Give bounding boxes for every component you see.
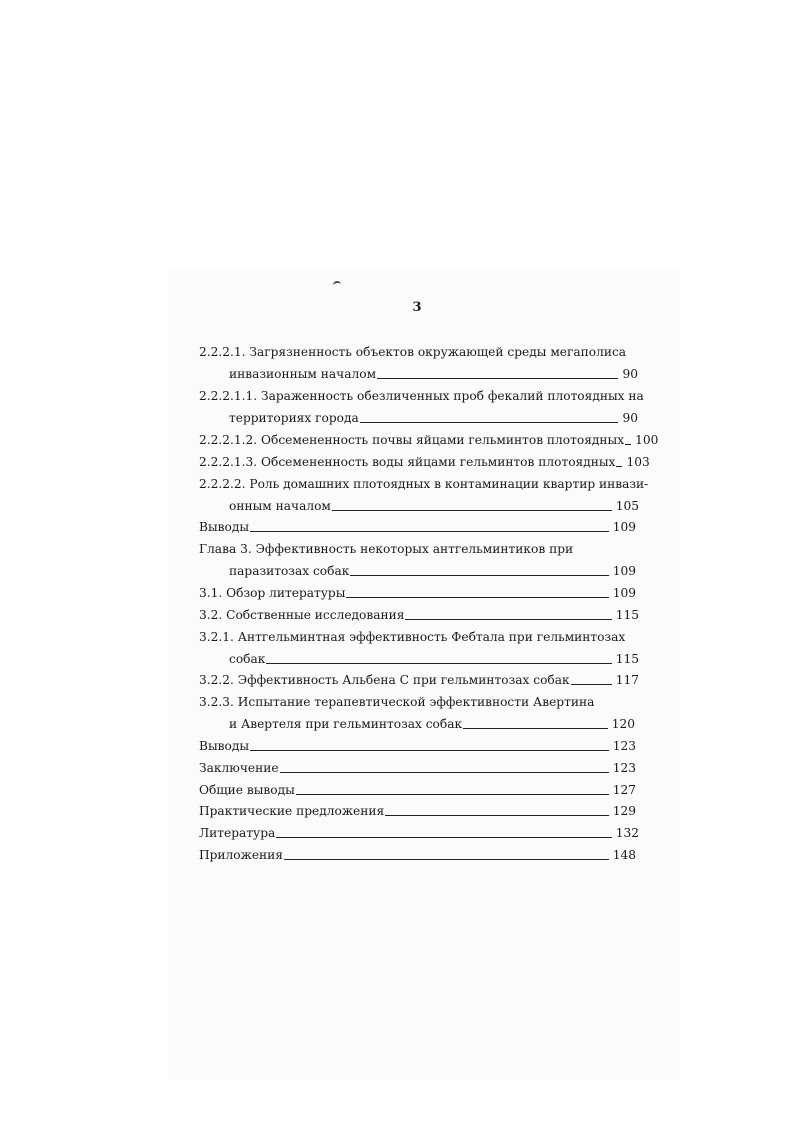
- toc-page-number: 109: [612, 520, 636, 534]
- toc-page-number: 109: [612, 586, 636, 600]
- toc-entry-2-2-2-2: [199, 474, 649, 492]
- toc-entry-practical-suggestions: [199, 801, 636, 819]
- toc-entry-3-1: [199, 583, 636, 601]
- toc-entry-3-2-3: [199, 692, 639, 710]
- toc-leader-line: [276, 837, 611, 838]
- toc-entry-2-2-2-2-continued: [229, 496, 639, 514]
- toc-page-number: 105: [615, 499, 639, 513]
- page-number: 3: [412, 300, 422, 315]
- toc-entry-2-2-2-1: [199, 342, 639, 360]
- toc-entry-3-2-1-continued: [229, 649, 639, 667]
- toc-leader-line: [296, 794, 609, 795]
- toc-entry-2-2-2-1-3: [199, 452, 650, 470]
- toc-leader-line: [350, 575, 608, 576]
- toc-entry-text: Выводы: [199, 739, 250, 753]
- toc-entry-text: 2.2.2.1.3. Обсемененность воды яйцами гельминтов плотоядных: [199, 455, 616, 469]
- toc-entry-text: Заключение: [199, 761, 279, 775]
- toc-entry-text: Литература: [199, 826, 276, 840]
- toc-page-number: 120: [611, 717, 635, 731]
- toc-entry-chapter-3-continued: [229, 561, 636, 579]
- toc-entry-text: 3.2.3. Испытание терапевтической эффективности Авертина: [199, 695, 595, 709]
- toc-page-number: 127: [612, 783, 636, 797]
- toc-entry-2-2-2-1-continued: [229, 364, 638, 382]
- toc-entry-text: собак: [229, 652, 266, 666]
- toc-page-number: 103: [626, 455, 650, 469]
- toc-entry-text: и Авертеля при гельминтозах собак: [229, 717, 463, 731]
- toc-entry-text: территориях города: [229, 411, 359, 425]
- toc-entry-text: 3.2.1. Антгельминтная эффективность Фебтала при гельминтозах: [199, 630, 626, 644]
- toc-leader-line: [266, 663, 611, 664]
- toc-leader-line: [250, 750, 609, 751]
- toc-leader-line: [360, 422, 619, 423]
- toc-entry-text: онным началом: [229, 499, 331, 513]
- toc-leader-line: [284, 859, 609, 860]
- toc-entry-text: Глава 3. Эффективность некоторых антгельминтиков при: [199, 542, 574, 556]
- toc-entry-chapter-3: [199, 539, 636, 557]
- toc-leader-line: [571, 684, 612, 685]
- toc-page-number: 100: [635, 433, 659, 447]
- toc-leader-line: [280, 772, 609, 773]
- toc-leader-line: [385, 815, 609, 816]
- scan-speck-mark: [333, 280, 342, 288]
- toc-page-number: 90: [622, 411, 638, 425]
- toc-entry-3-2: [199, 605, 639, 623]
- toc-page-number: 115: [615, 652, 639, 666]
- toc-entry-text: Практические предложения: [199, 804, 385, 818]
- toc-leader-line: [616, 466, 622, 467]
- toc-entry-text: инвазионным началом: [229, 367, 377, 381]
- toc-page-number: 90: [622, 367, 638, 381]
- toc-entry-summary: [199, 758, 636, 776]
- toc-entry-2-2-2-1-1: [199, 386, 644, 404]
- toc-entry-text: Приложения: [199, 848, 283, 862]
- toc-leader-line: [463, 728, 608, 729]
- toc-leader-line: [332, 510, 612, 511]
- toc-entry-text: 2.2.2.2. Роль домашних плотоядных в контаминации квартир инвази-: [199, 477, 649, 491]
- toc-page-number: 123: [612, 761, 636, 775]
- toc-entry-text: паразитозах собак: [229, 564, 350, 578]
- toc-entry-literature: [199, 823, 639, 841]
- toc-entry-text: 2.2.2.1.1. Зараженность обезличенных проб фекалий плотоядных на: [199, 389, 644, 403]
- toc-page-number: 117: [615, 673, 639, 687]
- toc-entry-3-2-1: [199, 627, 639, 645]
- toc-entry-3-2-3-continued: [229, 714, 635, 732]
- toc-leader-line: [250, 531, 609, 532]
- toc-entry-3-2-2: [199, 670, 639, 688]
- toc-entry-text: Общие выводы: [199, 783, 295, 797]
- toc-entry-text: 3.1. Обзор литературы: [199, 586, 346, 600]
- toc-entry-text: Выводы: [199, 520, 250, 534]
- toc-page-number: 129: [612, 804, 636, 818]
- toc-entry-text: 3.2.2. Эффективность Альбена С при гельминтозах собак: [199, 673, 570, 687]
- toc-entry-text: 2.2.2.1.2. Обсемененность почвы яйцами гельминтов плотоядных: [199, 433, 625, 447]
- toc-page-number: 115: [615, 608, 639, 622]
- toc-entry-text: 3.2. Собственные исследования: [199, 608, 405, 622]
- toc-entry-2-2-2-1-1-continued: [229, 408, 638, 426]
- toc-entry-general-conclusions: [199, 780, 636, 798]
- toc-entry-conclusions-ch2: [199, 517, 636, 535]
- toc-leader-line: [405, 619, 611, 620]
- toc-page-number: 109: [612, 564, 636, 578]
- toc-page-number: 148: [612, 848, 636, 862]
- toc-leader-line: [377, 378, 618, 379]
- toc-entry-conclusions-ch3: [199, 736, 636, 754]
- toc-leader-line: [346, 597, 608, 598]
- toc-entry-text: 2.2.2.1. Загрязненность объектов окружающей среды мегаполиса: [199, 345, 627, 359]
- toc-page-number: 123: [612, 739, 636, 753]
- toc-leader-line: [625, 444, 631, 445]
- toc-entry-2-2-2-1-2: [199, 430, 659, 448]
- toc-page-number: 132: [615, 826, 639, 840]
- toc-entry-appendices: [199, 845, 636, 863]
